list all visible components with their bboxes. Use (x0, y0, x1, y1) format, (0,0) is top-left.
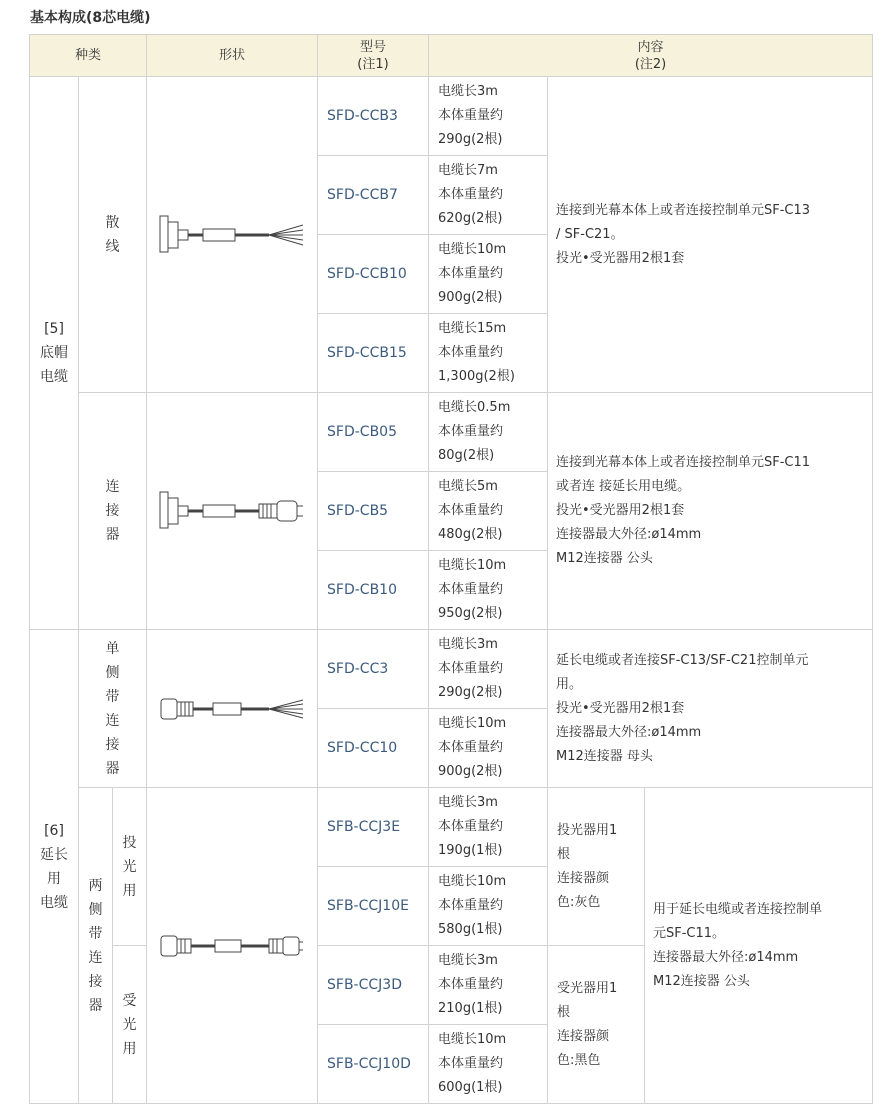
header-model-line2: (注1) (357, 56, 389, 72)
subgroup-label-dance: 单侧带连接器 (79, 630, 147, 788)
header-content-line1: 内容 (637, 39, 664, 55)
content-cell: 延长电缆或者连接SF-C13/SF-C21控制单元 用。 投光•受光器用2根1套 连接器最大外径:ø14mm M12连接器 母头 (548, 630, 873, 788)
cap-cable-connector-icon (157, 486, 307, 536)
model-cell: SFB-CCJ3E (318, 788, 429, 867)
shape-cell (147, 77, 318, 393)
cap-cable-loose-wires-icon (157, 210, 307, 260)
desc-cell: 电缆长7m 本体重量约 620g(2根) (429, 156, 548, 235)
subgroup-label-sanxian: 散线 (79, 77, 147, 393)
subgroup-label-lianjieqi: 连接器 (79, 393, 147, 630)
desc-cell: 电缆长10m 本体重量约 900g(2根) (429, 709, 548, 788)
desc-cell: 电缆长10m 本体重量约 580g(1根) (429, 867, 548, 946)
page-title: 基本构成(8芯电缆) (30, 10, 151, 26)
content-cell: 连接到光幕本体上或者连接控制单元SF-C11 或者连 接延长用电缆。 投光•受光器用2根1套 连接器最大外径:ø14mm M12连接器 公头 (548, 393, 873, 630)
group-label-6 (30, 630, 79, 1104)
model-cell: SFD-CB05 (318, 393, 429, 472)
group-label-line: [5] (44, 321, 64, 337)
content-cell-receiver: 受光器用1 根 连接器颜 色:黑色 (548, 946, 645, 1104)
table-row (30, 788, 873, 867)
group-label-line: 延长 (40, 846, 68, 863)
model-cell: SFB-CCJ10E (318, 867, 429, 946)
group-label-line: 电缆 (40, 369, 68, 385)
header-row (30, 35, 873, 77)
subgroup-label-shouguang: 受光用 (113, 946, 147, 1104)
model-cell: SFB-CCJ3D (318, 946, 429, 1025)
spec-table (29, 34, 873, 1104)
desc-cell: 电缆长3m 本体重量约 210g(1根) (429, 946, 548, 1025)
single-side-connector-cable-icon (157, 694, 307, 724)
header-kind: 种类 (30, 35, 147, 77)
subgroup-label-liangce: 两侧带连接器 (79, 788, 113, 1104)
model-cell: SFD-CCB3 (318, 77, 429, 156)
group-label-line: 底帽 (40, 345, 68, 361)
group-label-line: 电缆 (40, 894, 68, 911)
content-cell-emitter: 投光器用1 根 连接器颜 色:灰色 (548, 788, 645, 946)
table-row (30, 630, 873, 709)
group-label-5 (30, 77, 79, 630)
table-row (30, 393, 873, 472)
model-cell: SFD-CB10 (318, 551, 429, 630)
model-cell: SFD-CCB15 (318, 314, 429, 393)
double-side-connector-cable-icon (157, 931, 307, 961)
shape-cell (147, 630, 318, 788)
header-content-line2: (注2) (634, 56, 667, 72)
header-model-line1: 型号 (360, 39, 387, 55)
header-model (318, 35, 429, 77)
desc-cell: 电缆长5m 本体重量约 480g(2根) (429, 472, 548, 551)
desc-cell: 电缆长10m 本体重量约 600g(1根) (429, 1025, 548, 1104)
table-row (30, 77, 873, 156)
subgroup-label-touguang: 投光用 (113, 788, 147, 946)
model-cell: SFB-CCJ10D (318, 1025, 429, 1104)
model-cell: SFD-CB5 (318, 472, 429, 551)
desc-cell: 电缆长3m 本体重量约 290g(2根) (429, 630, 548, 709)
group-label-line: [6] (44, 822, 64, 839)
model-cell: SFD-CC3 (318, 630, 429, 709)
shape-cell (147, 393, 318, 630)
group-label-line: 用 (47, 870, 61, 887)
model-cell: SFD-CC10 (318, 709, 429, 788)
desc-cell: 电缆长15m 本体重量约 1,300g(2根) (429, 314, 548, 393)
content-cell: 连接到光幕本体上或者连接控制单元SF-C13 / SF-C21。 投光•受光器用2根1套 (548, 77, 873, 393)
header-content (429, 35, 873, 77)
desc-cell: 电缆长10m 本体重量约 950g(2根) (429, 551, 548, 630)
shape-cell (147, 788, 318, 1104)
content-cell: 用于延长电缆或者连接控制单 元SF-C11。 连接器最大外径:ø14mm M12连接器 公头 (645, 788, 873, 1104)
desc-cell: 电缆长0.5m 本体重量约 80g(2根) (429, 393, 548, 472)
desc-cell: 电缆长10m 本体重量约 900g(2根) (429, 235, 548, 314)
model-cell: SFD-CCB7 (318, 156, 429, 235)
model-cell: SFD-CCB10 (318, 235, 429, 314)
desc-cell: 电缆长3m 本体重量约 290g(2根) (429, 77, 548, 156)
desc-cell: 电缆长3m 本体重量约 190g(1根) (429, 788, 548, 867)
header-shape: 形状 (147, 35, 318, 77)
